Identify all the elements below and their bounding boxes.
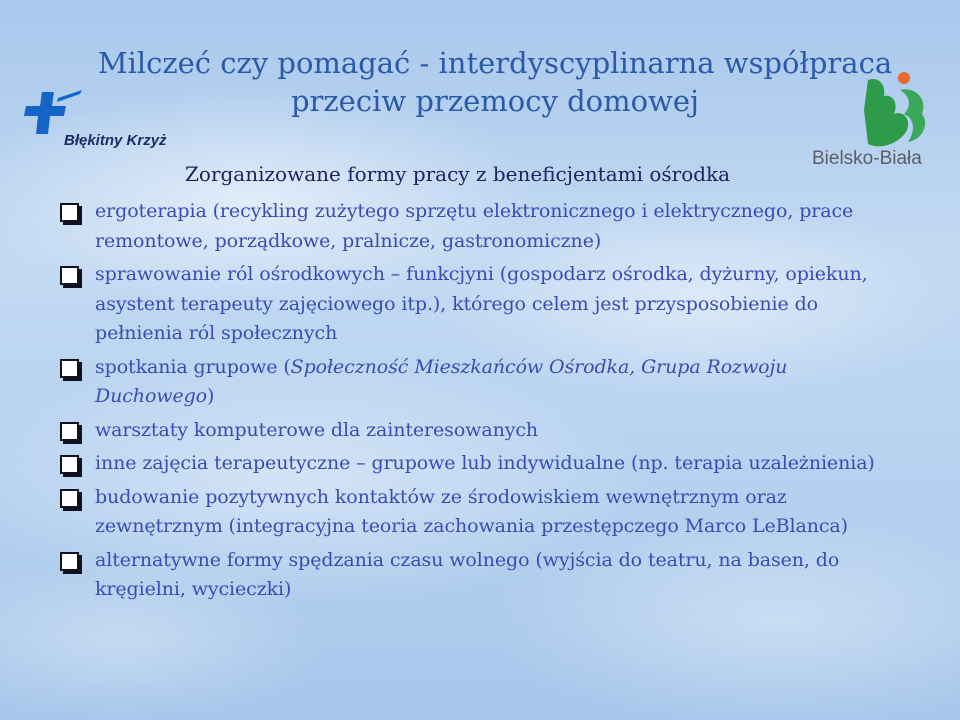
logo-right-text: Bielsko-Biała bbox=[812, 148, 922, 169]
section-subtitle: Zorganizowane formy pracy z beneficjentami ośrodka bbox=[185, 162, 731, 186]
list-item-text: inne zajęcia terapeutyczne – grupowe lub indywidualne (np. terapia uzależnienia) bbox=[95, 452, 875, 474]
list-item-text: sprawowanie ról ośrodkowych – funkcjyni (gospodarz ośrodka, dyżurny, opiekun, asystent terapeuty zajęciowego itp.), którego celem jest przysposobienie do pełnienia ról społecznych bbox=[95, 263, 868, 344]
title-line-2: przeciw przemocy domowej bbox=[290, 84, 700, 118]
checkbox-bullet-icon bbox=[60, 552, 79, 571]
list-item bbox=[60, 546, 910, 605]
list-item-text-italic: Społeczność Mieszkańców Ośrodka, Grupa Rozwoju Duchowego bbox=[95, 355, 788, 407]
checkbox-bullet-icon bbox=[60, 422, 79, 441]
list-item bbox=[60, 197, 910, 256]
checkbox-bullet-icon bbox=[60, 489, 79, 508]
list-item bbox=[60, 449, 910, 479]
list-item bbox=[60, 483, 910, 542]
blekitny-krzyz-logo bbox=[24, 88, 194, 158]
bielsko-biala-logo bbox=[808, 70, 948, 170]
list-item-text: ergoterapia (recykling zużytego sprzętu elektronicznego i elektrycznego, prace remontowe, porządkowe, pralnicze, gastronomiczne) bbox=[95, 200, 854, 252]
city-emblem-icon bbox=[860, 70, 936, 154]
title-line-1: Milczeć czy pomagać - interdyscyplinarna współpraca bbox=[97, 46, 893, 80]
list-item-text: warsztaty komputerowe dla zainteresowanych bbox=[95, 418, 539, 441]
list-item bbox=[60, 353, 910, 412]
list-item bbox=[60, 416, 910, 446]
checkbox-bullet-icon bbox=[60, 455, 79, 474]
list-item-text-suffix: ) bbox=[207, 385, 215, 407]
list-item-text: budowanie pozytywnych kontaktów ze środowiskiem wewnętrznym oraz zewnętrznym (integracyjna teoria zachowania przestępczego Marco LeBlanca) bbox=[95, 485, 848, 537]
bullet-list bbox=[60, 197, 910, 609]
checkbox-bullet-icon bbox=[60, 359, 79, 378]
checkbox-bullet-icon bbox=[60, 203, 79, 222]
list-item bbox=[60, 260, 910, 349]
list-item-text: alternatywne formy spędzania czasu wolnego (wyjścia do teatru, na basen, do kręgielni, wycieczki) bbox=[95, 548, 840, 600]
list-item-text-prefix: spotkania grupowe ( bbox=[95, 355, 291, 378]
logo-left-text: Błękitny Krzyż bbox=[64, 132, 167, 149]
checkbox-bullet-icon bbox=[60, 266, 79, 285]
